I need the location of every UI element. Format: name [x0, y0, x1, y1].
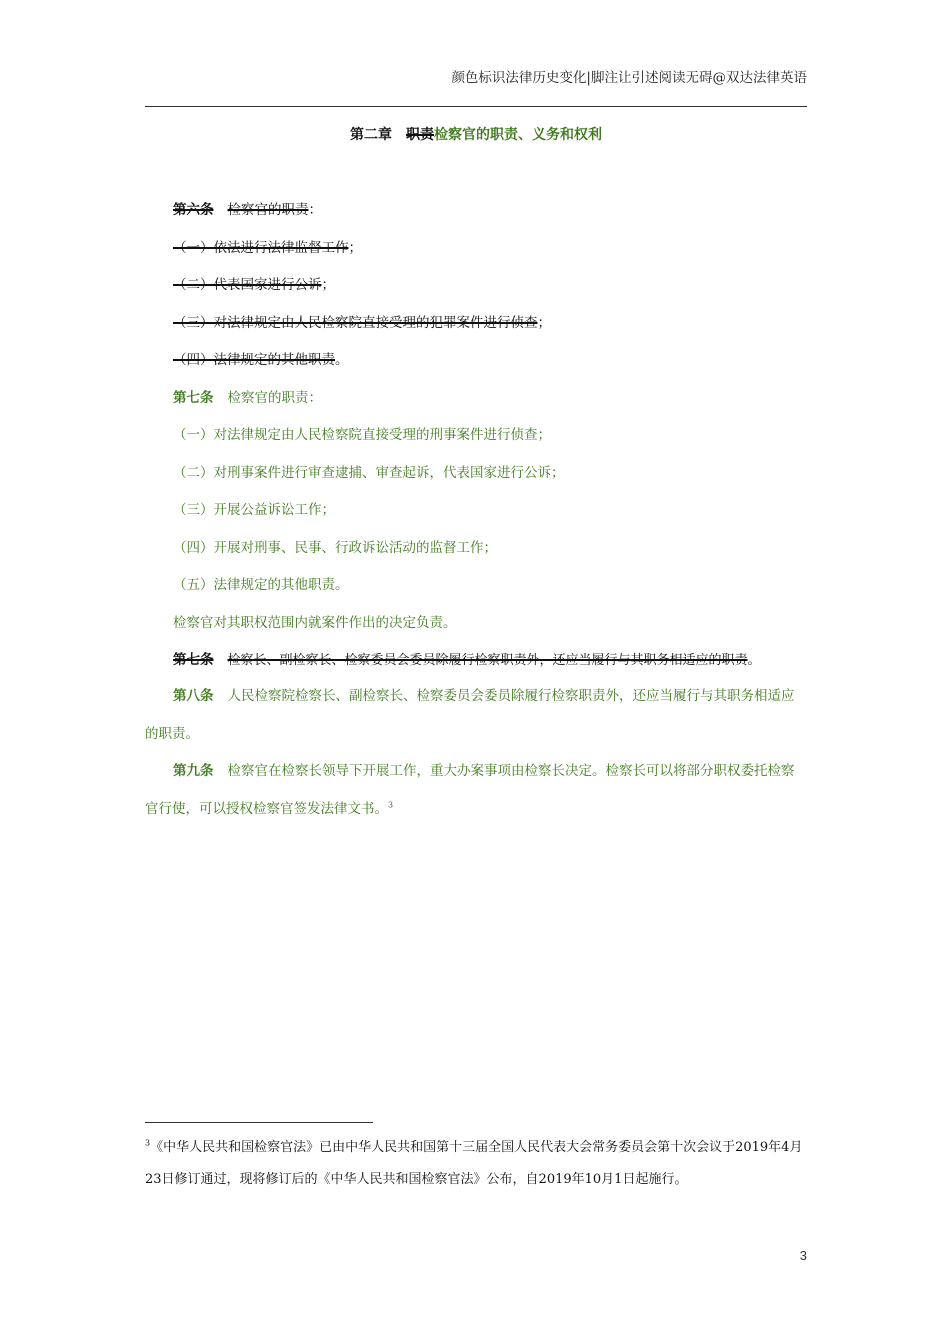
new-article-7-item: （二）对刑事案件进行审查逮捕、审查起诉，代表国家进行公诉；: [173, 464, 565, 481]
old-article-6-item: （三）对法律规定由人民检察院直接受理的犯罪案件进行侦查；: [173, 314, 551, 331]
old-article-7-text: 检察长、副检察长、检察委员会委员除履行检察职责外，还应当履行与其职务相适应的职责: [227, 653, 748, 668]
old-article-7-number: 第七条: [173, 652, 214, 668]
old-article-6-item: （四）法律规定的其他职责。: [173, 352, 349, 368]
new-article-7-item: （五）法律规定的其他职责。: [173, 577, 349, 593]
new-article-7-item: （一）对法律规定由人民检察院直接受理的刑事案件进行侦查；: [173, 427, 551, 443]
chapter-deleted-text: 职责: [406, 127, 434, 143]
new-article-8: [145, 678, 807, 753]
footnote-rule: [145, 1122, 373, 1123]
new-article-7-closing: 检察官对其职权范围内就案件作出的决定负责。: [173, 614, 457, 631]
old-article-6-number: 第六条: [173, 202, 214, 218]
document-body: [145, 197, 807, 828]
old-article-6-title: 检察官的职责: [227, 202, 309, 218]
footnote-text: 《中华人民共和国检察官法》已由中华人民共和国第十三届全国人民代表大会常务委员会第十次会议于2019年4月23日修订通过，现将修订后的《中华人民共和国检察官法》公布，自2019年10月1日起施行。: [145, 1140, 803, 1187]
new-article-9-text: 检察官在检察长领导下开展工作，重大办案事项由检察长决定。检察长可以将部分职权委托检察官行使，可以授权检察官签发法律文书。: [145, 763, 795, 817]
new-article-7-heading: [145, 385, 807, 423]
page-number: 3: [799, 1248, 807, 1263]
footnote-reference[interactable]: 3: [388, 800, 394, 809]
page-header: 颜色标识法律历史变化|脚注让引述阅读无碍@双达法律英语: [451, 70, 807, 86]
old-article-7: 第七条 检察长、副检察长、检察委员会委员除履行检察职责外，还应当履行与其职务相适应的职责。: [173, 652, 762, 668]
chapter-prefix: 第二章: [350, 127, 392, 143]
footnote: [145, 1132, 807, 1196]
old-article-6-item: （二）代表国家进行公诉；: [173, 277, 335, 293]
new-article-7-title: 检察官的职责：: [227, 389, 322, 406]
new-article-8-text: 人民检察院检察长、副检察长、检察委员会委员除履行检察职责外，还应当履行与其职务相适应的职责。: [145, 688, 795, 742]
header-rule: [145, 106, 807, 107]
new-article-9-number: 第九条: [173, 763, 214, 779]
new-article-7-number: 第七条: [173, 389, 214, 406]
old-article-6-item: （一）依法进行法律监督工作；: [173, 239, 362, 256]
old-article-6-heading: 第六条 检察官的职责：: [173, 202, 322, 218]
chapter-added-text: 检察官的职责、义务和权利: [434, 127, 602, 143]
new-article-7-item: （四）开展对刑事、民事、行政诉讼活动的监督工作；: [173, 539, 497, 556]
new-article-9: [145, 753, 807, 828]
footnote-mark: 3: [145, 1138, 151, 1148]
chapter-title: [145, 124, 807, 144]
new-article-8-number: 第八条: [173, 688, 214, 704]
new-article-7-item: （三）开展公益诉讼工作；: [173, 502, 335, 518]
